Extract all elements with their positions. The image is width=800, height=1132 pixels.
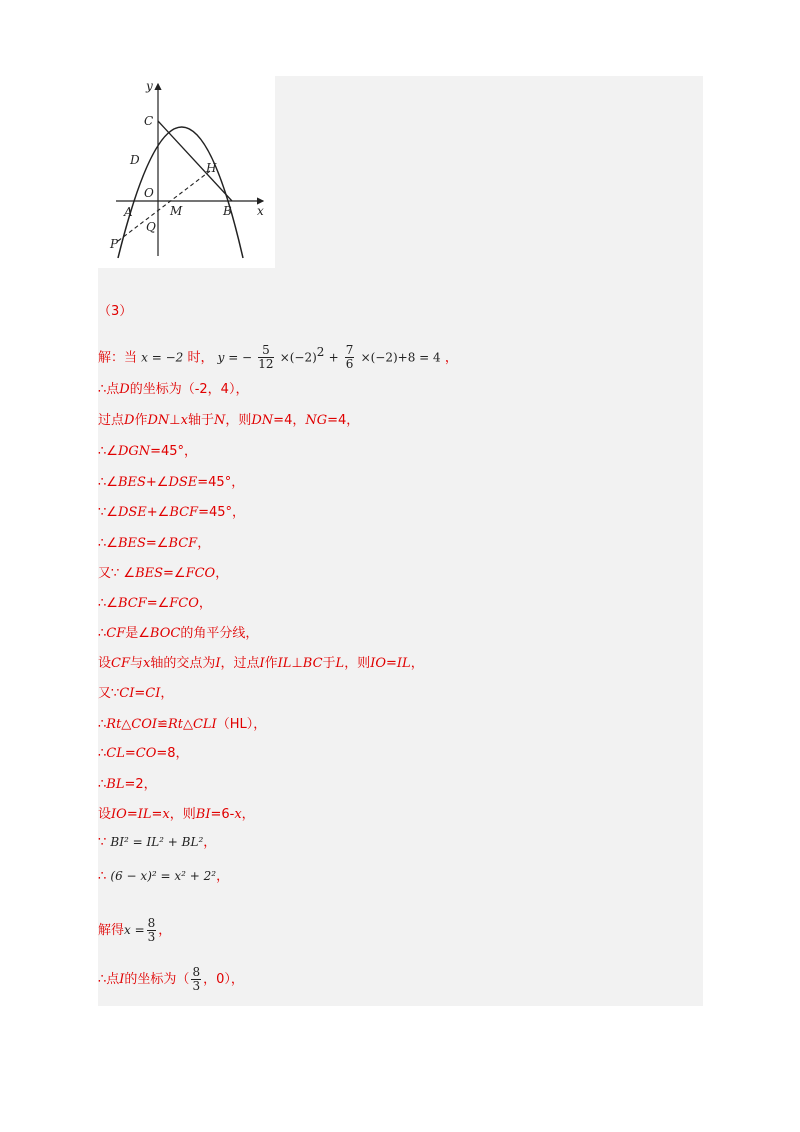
text: ， xyxy=(203,835,217,850)
var: BOC xyxy=(149,626,181,641)
var: CO xyxy=(135,746,157,761)
solution-line-17 xyxy=(98,834,216,851)
var: L xyxy=(335,656,345,671)
math-equation: (6 − x)² = x² + 2² xyxy=(110,869,217,883)
text: 过点 xyxy=(98,413,125,428)
text: 的坐标为（ xyxy=(124,972,190,987)
text: 轴的交点为 xyxy=(150,656,216,671)
math-equation: BI² = IL² + BL² xyxy=(110,835,204,849)
fraction-8-3 xyxy=(191,966,201,993)
text: ∴ xyxy=(98,717,107,732)
label-o: O xyxy=(144,186,154,200)
text: ∴点 xyxy=(98,972,120,987)
text: 时， xyxy=(187,350,214,366)
text: = xyxy=(124,746,136,761)
text: +∠ xyxy=(146,505,170,520)
var: x xyxy=(162,807,170,822)
text: ≌ xyxy=(157,717,168,732)
math-plus: + xyxy=(328,350,339,365)
solution-line-12 xyxy=(98,686,173,702)
label-h: H xyxy=(206,161,217,175)
text: =∠ xyxy=(146,596,170,611)
var: CF xyxy=(111,656,130,671)
text: =6- xyxy=(210,807,235,822)
var: COI xyxy=(131,717,158,732)
var: D xyxy=(119,382,130,397)
part-label: （3） xyxy=(98,304,133,319)
text: 与 xyxy=(129,656,143,671)
var: x xyxy=(143,656,151,671)
label-x: x xyxy=(257,204,264,218)
text: ∴∠ xyxy=(98,475,118,490)
var: x xyxy=(234,807,242,822)
var: CI xyxy=(145,686,161,701)
text: ， xyxy=(215,566,229,581)
var: IO xyxy=(111,807,127,822)
text: ，则 xyxy=(225,413,252,428)
var: FCO xyxy=(169,596,199,611)
var: NG xyxy=(305,413,328,428)
var: DSE xyxy=(117,505,147,520)
var: CLI xyxy=(192,717,217,732)
fraction-7-6 xyxy=(345,344,355,371)
text: ，0）， xyxy=(203,972,244,987)
text: 作 xyxy=(134,413,148,428)
denominator: 3 xyxy=(147,930,156,944)
var: DN xyxy=(147,413,170,428)
var: IL xyxy=(277,656,292,671)
numerator: 8 xyxy=(192,965,201,979)
text: ，则 xyxy=(344,656,371,671)
text: ∴点 xyxy=(98,382,120,397)
text: 于 xyxy=(322,656,336,671)
solution-line-13 xyxy=(98,717,266,733)
text: ∴∠ xyxy=(98,444,118,459)
var: BCF xyxy=(169,505,199,520)
var: I xyxy=(215,656,221,671)
label-a: A xyxy=(124,205,133,219)
text: ∴∠ xyxy=(98,596,118,611)
text: =∠ xyxy=(145,536,169,551)
text: =4， xyxy=(327,413,360,428)
var: CF xyxy=(106,626,126,641)
text: = xyxy=(126,807,138,822)
label-m: M xyxy=(170,204,183,218)
denominator: 6 xyxy=(345,357,354,372)
solution-line-9 xyxy=(98,596,212,612)
text: （HL）， xyxy=(216,717,267,732)
text: ， xyxy=(160,686,174,701)
var: BI xyxy=(195,807,211,822)
label-b: B xyxy=(223,204,232,218)
solution-line-20 xyxy=(98,964,244,996)
solution-line-10 xyxy=(98,626,258,642)
text: = xyxy=(386,656,397,671)
text: =∠ xyxy=(163,566,186,581)
var: BES xyxy=(135,566,164,581)
text: ⊥ xyxy=(169,413,181,428)
text: ， xyxy=(444,350,458,366)
var: IO xyxy=(370,656,386,671)
solution-line-8 xyxy=(98,566,228,582)
var: D xyxy=(124,413,135,428)
var: DN xyxy=(251,413,274,428)
text: 设 xyxy=(98,807,112,822)
text: = xyxy=(134,686,146,701)
exponent: 2 xyxy=(316,345,325,359)
text: =45°， xyxy=(198,505,246,520)
text: 又∵ ∠ xyxy=(98,566,136,581)
solution-line-16 xyxy=(98,807,255,823)
var: CI xyxy=(119,686,135,701)
math-term: ×(−2)+8 = 4 xyxy=(360,350,441,365)
text: 是∠ xyxy=(125,626,150,641)
text: ，则 xyxy=(169,807,196,822)
var: Rt xyxy=(167,717,183,732)
text: 的坐标为（-2，4）， xyxy=(129,382,249,397)
text: =45°， xyxy=(197,475,245,490)
var: BL xyxy=(106,777,125,792)
var: I xyxy=(259,656,265,671)
text: ，过点 xyxy=(220,656,260,671)
text: =4， xyxy=(273,413,306,428)
text: △ xyxy=(182,717,193,732)
text: ∴ xyxy=(98,777,107,792)
text: 轴于 xyxy=(187,413,214,428)
solution-line-11 xyxy=(98,656,424,672)
math-x: x = xyxy=(124,923,145,937)
text: ， xyxy=(410,656,424,671)
text: ⊥ xyxy=(291,656,303,671)
var: x xyxy=(180,413,188,428)
var: IL xyxy=(396,656,411,671)
text: 又∵ xyxy=(98,686,120,701)
text: 解：当 xyxy=(98,350,138,366)
var: I xyxy=(119,972,125,987)
var: BC xyxy=(302,656,323,671)
solution-line-2 xyxy=(98,382,248,398)
text: ∴ xyxy=(98,626,107,641)
var: BCF xyxy=(117,596,147,611)
denominator: 12 xyxy=(258,357,274,372)
fraction-8-3 xyxy=(147,917,157,944)
solution-line-1 xyxy=(98,336,458,372)
numerator: 5 xyxy=(258,344,273,358)
var: BCF xyxy=(168,536,198,551)
math-x: x = −2 xyxy=(141,350,184,365)
var: CL xyxy=(106,746,125,761)
math-y: y = − xyxy=(217,350,253,365)
text: ∴∠ xyxy=(98,536,118,551)
text: ， xyxy=(198,596,212,611)
text: 解得 xyxy=(98,923,125,938)
text: ， xyxy=(216,869,230,884)
solution-line-18 xyxy=(98,868,229,885)
var: BES xyxy=(117,475,146,490)
var: FCO xyxy=(185,566,216,581)
text: ∴ xyxy=(98,746,107,761)
text: =45°， xyxy=(150,444,198,459)
text: 的角平分线， xyxy=(180,626,259,641)
text: +∠ xyxy=(145,475,169,490)
math-term: ×(−2) xyxy=(279,350,317,365)
graph-figure xyxy=(98,76,275,268)
text: ， xyxy=(241,807,255,822)
solution-line-6 xyxy=(98,505,245,521)
text: ∵ xyxy=(98,835,107,850)
text: △ xyxy=(121,717,132,732)
var: IL xyxy=(137,807,152,822)
solution-line-5 xyxy=(98,475,244,491)
var: N xyxy=(213,413,226,428)
text: = xyxy=(151,807,163,822)
fraction-5-12 xyxy=(258,344,273,371)
solution-line-3 xyxy=(98,413,359,429)
denominator: 3 xyxy=(192,979,201,993)
solution-line-7 xyxy=(98,536,210,552)
numerator: 8 xyxy=(147,916,156,930)
var: DSE xyxy=(168,475,198,490)
var: DGN xyxy=(117,444,151,459)
text: =2， xyxy=(124,777,157,792)
text: =8， xyxy=(156,746,189,761)
solution-line-19 xyxy=(98,914,171,946)
label-q: Q xyxy=(146,220,156,234)
label-p: P xyxy=(110,237,119,251)
text: 作 xyxy=(264,656,278,671)
parabola-graph xyxy=(98,76,275,268)
label-c: C xyxy=(144,114,154,128)
var: Rt xyxy=(106,717,122,732)
label-d: D xyxy=(130,153,140,167)
solution-line-4 xyxy=(98,444,197,460)
solution-line-15 xyxy=(98,777,157,793)
text: ∵∠ xyxy=(98,505,118,520)
text: 设 xyxy=(98,656,112,671)
solution-line-14 xyxy=(98,746,189,762)
text: ， xyxy=(158,923,172,938)
label-y: y xyxy=(146,79,153,93)
text: ， xyxy=(197,536,211,551)
var: BES xyxy=(117,536,146,551)
text: ∴ xyxy=(98,869,107,884)
numerator: 7 xyxy=(345,343,354,358)
